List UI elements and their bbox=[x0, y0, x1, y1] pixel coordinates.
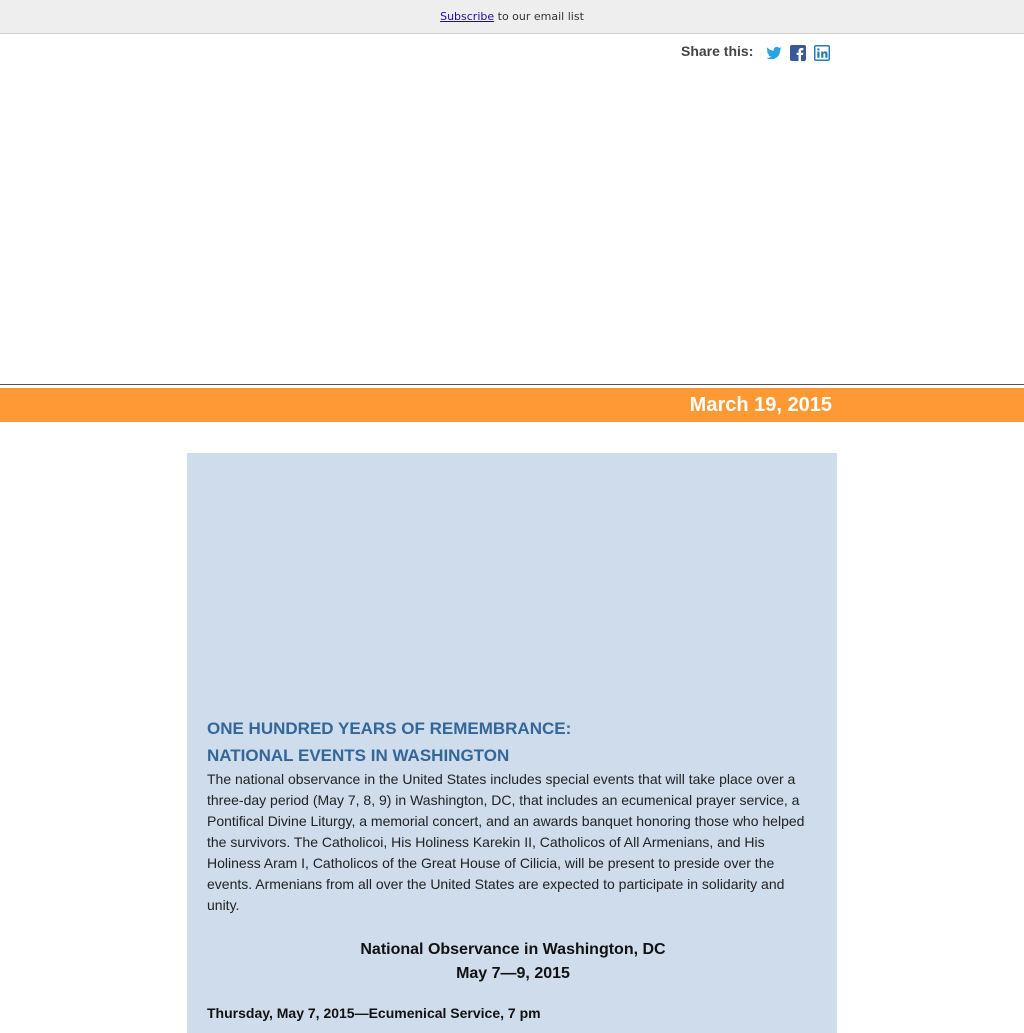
headline-line-2: NATIONAL EVENTS IN WASHINGTON bbox=[207, 746, 510, 765]
article-body bbox=[207, 715, 819, 1021]
observance-title: National Observance in Washington, DC bbox=[360, 941, 666, 958]
share-label: Share this: bbox=[681, 43, 754, 59]
date-banner bbox=[0, 388, 1024, 422]
subscribe-text: to our email list bbox=[494, 10, 584, 23]
share-bar bbox=[681, 43, 838, 63]
article-panel bbox=[187, 453, 837, 1033]
observance-dates: May 7—9, 2015 bbox=[456, 965, 570, 982]
observance-heading bbox=[207, 938, 819, 986]
header-divider bbox=[0, 384, 1024, 385]
article-paragraph: The national observance in the United States includes special events that will take place over a three-day period (May 7, 8, 9) in Washington, DC, that includes an ecumenical prayer service, a Pontifical Divine Liturgy, a memorial concert, and an awards banquet honoring those who helped the survivors. The Catholicoi, His Holiness Karekin II, Catholicos of All Armenians, and His Holiness Aram I, Catholicos of the Great House of Cilicia, will be present to preside over the events. Armenians from all over the United States are expected to participate in solidarity and unity. bbox=[207, 771, 805, 913]
facebook-icon[interactable] bbox=[790, 45, 806, 61]
event-item: Thursday, May 7, 2015—Ecumenical Service, 7 pm bbox=[207, 1005, 541, 1021]
subscribe-link[interactable]: Subscribe bbox=[440, 10, 495, 23]
twitter-icon[interactable] bbox=[766, 45, 782, 61]
headline-line-1: ONE HUNDRED YEARS OF REMEMBRANCE: bbox=[207, 719, 572, 738]
linkedin-icon[interactable] bbox=[814, 45, 830, 61]
issue-date: March 19, 2015 bbox=[689, 394, 832, 416]
subscribe-bar bbox=[0, 0, 1024, 34]
